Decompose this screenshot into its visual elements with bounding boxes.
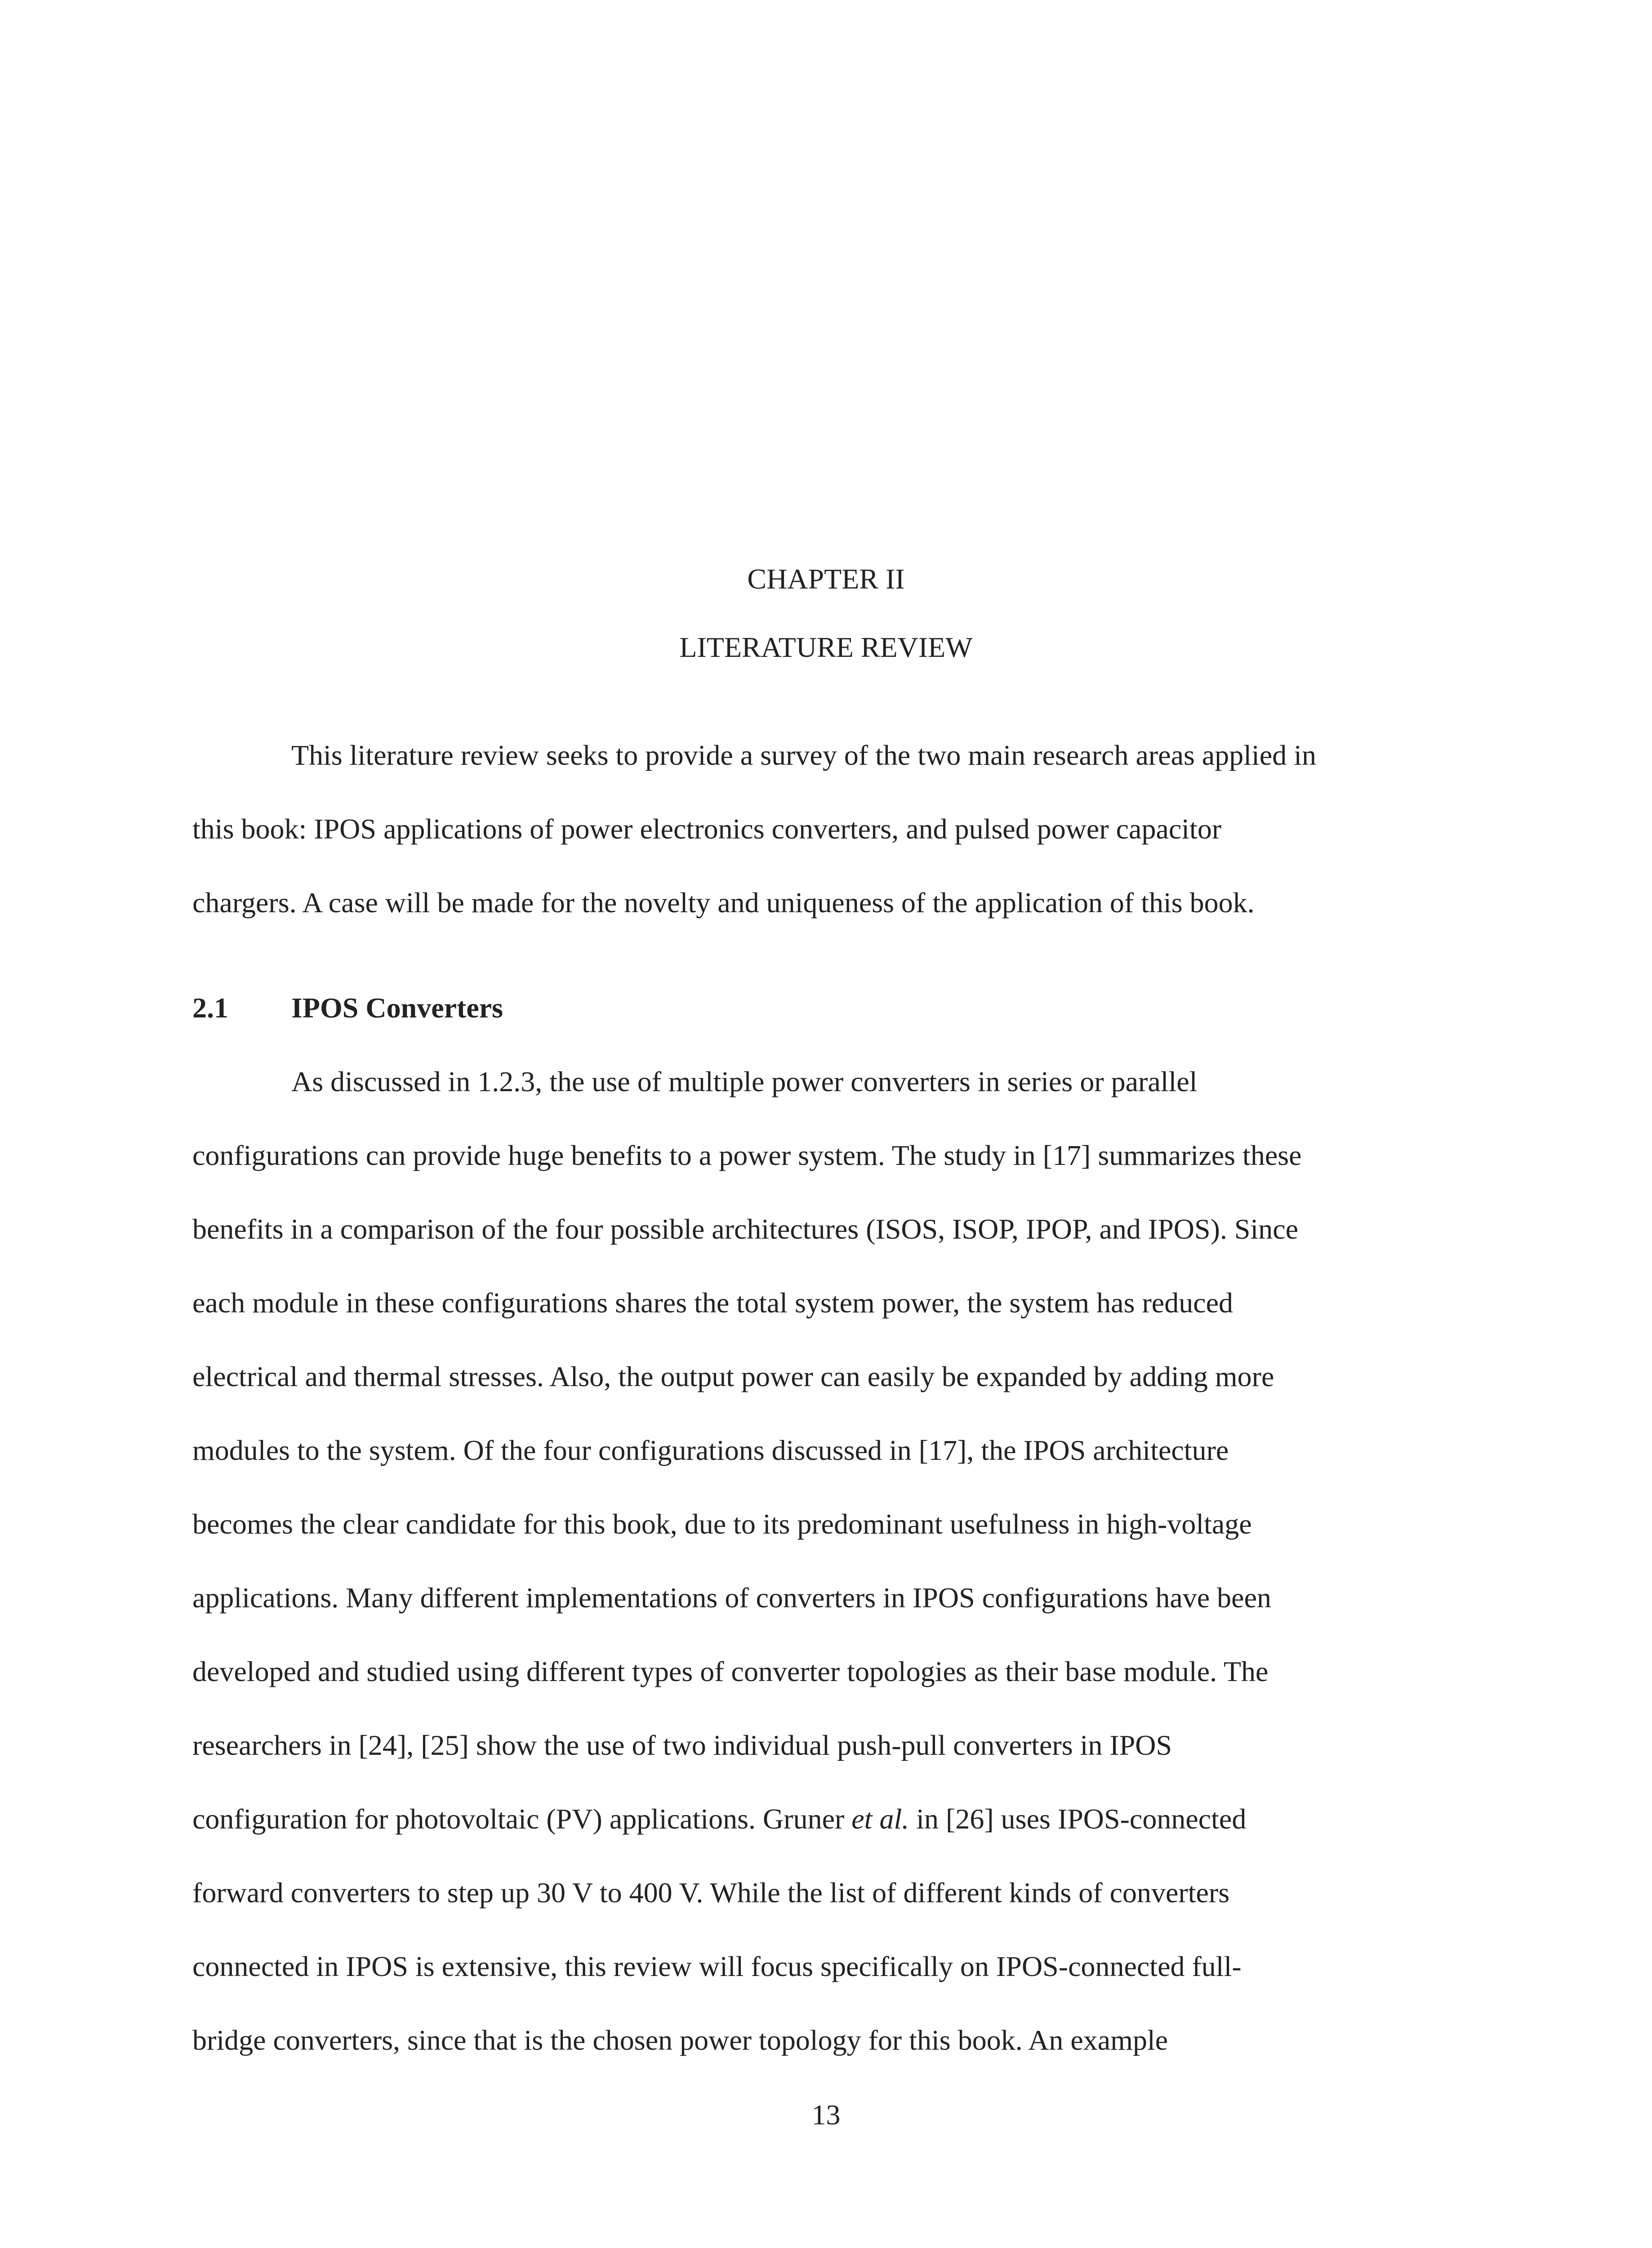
body-text: configuration for photovoltaic (PV) applications. Gruner xyxy=(192,1803,852,1835)
section-number: 2.1 xyxy=(192,992,228,1024)
body-line: bridge converters, since that is the chosen power topology for this book. An example xyxy=(192,2024,1168,2056)
section-title: IPOS Converters xyxy=(291,992,503,1024)
body-line: configurations can provide huge benefits to a power system. The study in [17] summarizes these xyxy=(192,1139,1302,1171)
italic-et-al: et al. xyxy=(851,1803,909,1835)
body-line: benefits in a comparison of the four possible architectures (ISOS, ISOP, IPOP, and IPOS). Since xyxy=(192,1213,1299,1245)
body-line: connected in IPOS is extensive, this review will focus specifically on IPOS-connected full- xyxy=(192,1950,1242,1982)
body-line-gruner xyxy=(192,1801,1246,1837)
body-text: in [26] uses IPOS-connected xyxy=(909,1803,1247,1835)
body-line: applications. Many different implementations of converters in IPOS configurations have been xyxy=(192,1582,1271,1614)
chapter-number: CHAPTER II xyxy=(747,563,905,595)
intro-line: chargers. A case will be made for the novelty and uniqueness of the application of this book. xyxy=(192,887,1255,919)
body-line: becomes the clear candidate for this book, due to its predominant usefulness in high-voltage xyxy=(192,1508,1252,1540)
body-line: electrical and thermal stresses. Also, the output power can easily be expanded by adding more xyxy=(192,1360,1274,1392)
body-line: As discussed in 1.2.3, the use of multiple power converters in series or parallel xyxy=(291,1066,1198,1097)
page-number: 13 xyxy=(811,2099,841,2131)
body-line: each module in these configurations shares the total system power, the system has reduced xyxy=(192,1287,1233,1319)
chapter-title: LITERATURE REVIEW xyxy=(679,631,973,663)
intro-line: This literature review seeks to provide a survey of the two main research areas applied in xyxy=(291,739,1317,771)
body-line: modules to the system. Of the four configurations discussed in [17], the IPOS architecture xyxy=(192,1434,1229,1466)
body-line: developed and studied using different types of converter topologies as their base module. The xyxy=(192,1655,1269,1687)
body-line: forward converters to step up 30 V to 400 V. While the list of different kinds of converters xyxy=(192,1877,1230,1909)
intro-line: this book: IPOS applications of power electronics converters, and pulsed power capacitor xyxy=(192,813,1222,845)
body-line: researchers in [24], [25] show the use of two individual push-pull converters in IPOS xyxy=(192,1729,1172,1761)
